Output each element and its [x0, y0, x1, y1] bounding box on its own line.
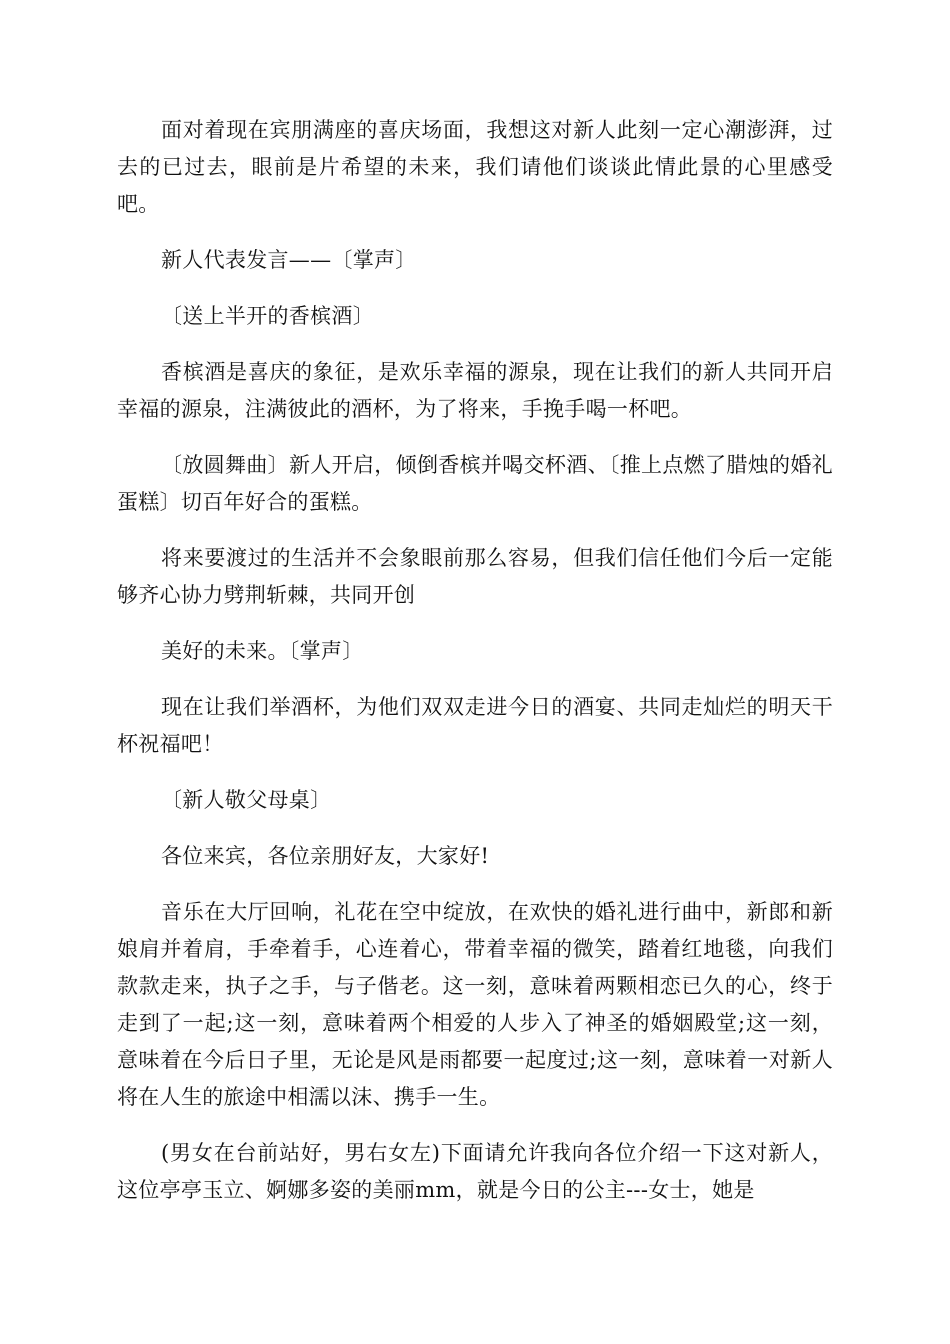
- paragraph: (男女在台前站好，男右女左)下面请允许我向各位介绍一下这对新人，这位亭亭玉立、婀娜多姿的美丽mm，就是今日的公主---女士，她是: [117, 1141, 833, 1202]
- paragraph: 〔新人敬父母桌〕: [161, 788, 332, 812]
- paragraph: 〔放圆舞曲〕新人开启，倾倒香槟并喝交杯酒、〔推上点燃了腊烛的婚礼蛋糕〕切百年好合的蛋糕。: [117, 453, 833, 514]
- paragraph: 美好的未来。〔掌声〕: [161, 639, 364, 663]
- paragraph: 面对着现在宾朋满座的喜庆场面，我想这对新人此刻一定心潮澎湃，过去的已过去，眼前是片希望的未来，我们请他们谈谈此情此景的心里感受吧。: [117, 118, 833, 216]
- paragraph: 各位来宾，各位亲朋好友，大家好!: [161, 844, 490, 868]
- paragraph: 〔送上半开的香槟酒〕: [161, 304, 374, 328]
- paragraph: 新人代表发言——〔掌声〕: [161, 248, 417, 272]
- paragraph: 将来要渡过的生活并不会象眼前那么容易，但我们信任他们今后一定能够齐心协力劈荆斩棘，共同开创: [117, 546, 833, 607]
- document-body: [117, 112, 833, 1225]
- paragraph: 现在让我们举酒杯，为他们双双走进今日的酒宴、共同走灿烂的明天干杯祝福吧！: [117, 695, 833, 756]
- paragraph: 音乐在大厅回响，礼花在空中绽放，在欢快的婚礼进行曲中，新郎和新娘肩并着肩，手牵着手，心连着心，带着幸福的微笑，踏着红地毯，向我们款款走来，执子之手，与子偕老。这一刻，意味着两颗相恋已久的心，终于走到了一起;这一刻，意味着两个相爱的人步入了神圣的婚姻殿堂;这一刻，意味着在今后日子里，无论是风是雨都要一起度过;这一刻，意味着一对新人将在人生的旅途中相濡以沫、携手一生。: [117, 900, 833, 1109]
- paragraph: 香槟酒是喜庆的象征，是欢乐幸福的源泉，现在让我们的新人共同开启幸福的源泉，注满彼此的酒杯，为了将来，手挽手喝一杯吧。: [117, 360, 833, 421]
